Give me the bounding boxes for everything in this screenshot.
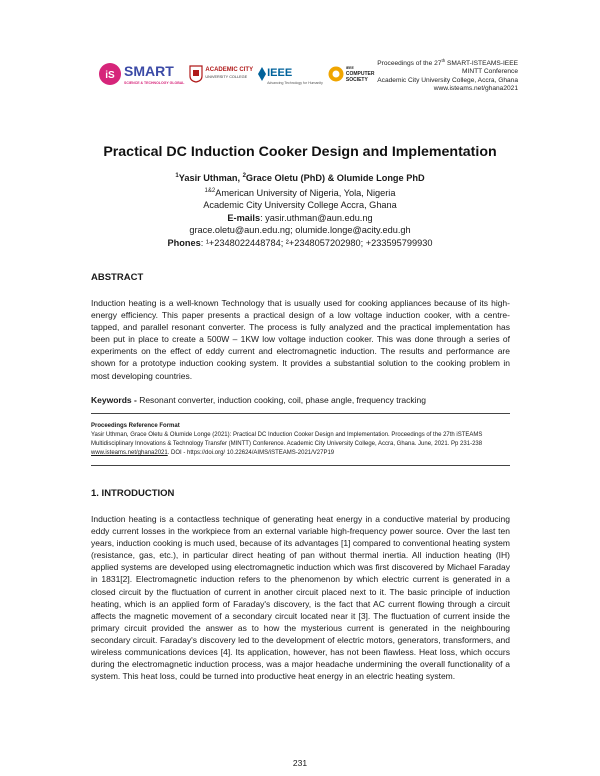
cs-line-2: COMPUTER [345, 71, 375, 77]
smart-brand-text: SMART [124, 63, 174, 79]
academic-city-name: ACADEMIC CITY [205, 67, 254, 73]
author-names: $^1$Yasir Uthman, $^2$Grace Oletu (PhD) & Olumide Longe PhD [175, 173, 425, 184]
svg-text:iS: iS [105, 70, 115, 81]
proceedings-line-1: Proceedings of the 27th SMART-ISTEAMS-IEEE [377, 58, 518, 68]
affiliation-2: Academic City University College Accra, Ghana [203, 200, 397, 211]
keywords-label: Keywords - [91, 395, 140, 405]
reference-url-link[interactable]: www.isteams.net/ghana2021 [91, 450, 168, 456]
computer-society-icon [328, 66, 344, 82]
proceedings-line-2: MINTT Conference [462, 68, 518, 76]
proceedings-header [377, 57, 518, 93]
introduction-text: Induction heating is a contactless technique of generating heat energy in a conductive material by producing eddy current losses in the workpiece from an external variable high-frequency power source. Over the last ten years, induction cooking is much used, because of its advantages [1] compared to conventional heating system (resistance, gas, etc.), in particular direct heating of pan without thermal inertia. All induction heating (IH) applied systems are developed using electromagnetic induction which was first discovered by Michael Faraday in 1831[2]. Electromagnetic induction refers to the phenomenon by which electric current is generated in a closed circuit by the fluctuation of current in another circuit placed next to it. The basic principle of induction heating, which is an applied form of Faraday's discovery, is the fact that AC current flowing through a circuit affects the magnetic movement of a secondary circuit located near it [3]. The fluctuation of current inside the primary circuit provided the answer as to how the mysterious current is generated in the neighbouring secondary circuit. Faraday's discovery led to the development of electric motors, generators, transformers, and wireless communications devices [4]. Its application, however, has not been flawless. Heat loss, which occurs during the electromagnetic induction process, was a major headache undermining the overall functionality of a system. This heat loss, could be turned into productive heat energy in an electric heating system. [91, 514, 510, 682]
page-number: 231 [292, 758, 308, 768]
phones-line: Phones: ¹+2348022448784; ²+2348057202980; +233595799930 [167, 237, 433, 248]
proceedings-url[interactable]: www.isteams.net/ghana2021 [433, 84, 518, 92]
academic-city-subtitle: UNIVERSITY COLLEGE [205, 75, 248, 79]
authors-block [0, 170, 600, 249]
ieee-tagline: Advancing Technology for Humanity [267, 81, 323, 85]
ieee-kite-icon [258, 67, 266, 81]
smart-logo [98, 62, 184, 86]
paper-title: Practical DC Induction Cooker Design and Implementation [103, 144, 497, 160]
cs-line-3: SOCIETY [345, 77, 368, 83]
introduction-heading: 1. INTRODUCTION [91, 488, 175, 499]
academic-city-crest-icon [189, 65, 203, 83]
cs-line-1: IEEE [345, 66, 354, 70]
ieee-logo [258, 63, 323, 85]
emails-line: E-mails: yasir.uthman@aun.edu.ng [227, 212, 373, 223]
reference-format [91, 422, 510, 458]
academic-city-logo [189, 65, 253, 83]
computer-society-logo [328, 65, 375, 83]
smart-sub-text: SCIENCE & TECHNOLOGY GLOBAL [124, 81, 185, 85]
keywords-line [91, 395, 426, 405]
affiliation-1: $^{1\&2}$American University of Nigeria, Yola, Nigeria [204, 187, 396, 198]
divider-bottom [91, 465, 510, 466]
abstract-text: Induction heating is a well-known Technology that is usually used for cooking appliances because of its high-energy efficiency. This paper presents a practical design of a low voltage induction cooker, with a centre-tapped, and parallel resonant converter. The process is fully analyzed and the practical implementation has been put in place to create a 500W – 1KW low voltage induction cooker. This was done through a series of experiments on the effect of eddy current and electromagnetic induction. The results and performance are shown for a prototype induction cooking system. It provides a substantial solution to the cooking problem in most developing countries. [91, 298, 510, 381]
ieee-name: IEEE [267, 67, 293, 79]
abstract-heading: ABSTRACT [91, 272, 144, 283]
reference-format-title: Proceedings Reference Format [91, 423, 180, 429]
proceedings-line-3: Academic City University College, Accra, Ghana [377, 76, 518, 84]
reference-format-text: Yasir Uthman, Grace Oletu & Olumide Longe (2021): Practical DC Induction Cooker Design and Implementation. Proceedings of the 27th iSTEAMS Multidisciplinary Innovations & Technology Transfer (MINTT) Conference. Academic City University College, Accra, Ghana. June, 2021. Pp 231-238 www.isteams.net/ghana2021. DOI - https://doi.org/ 10.22624/AIMS/iSTEAMS-2021/V27P19 [91, 432, 483, 456]
divider-top [91, 413, 510, 414]
keywords-text: Resonant converter, induction cooking, coil, phase angle, frequency tracking [139, 395, 427, 405]
conference-logos [98, 55, 380, 93]
smart-globe-icon [98, 62, 122, 86]
emails-line-2: grace.oletu@aun.edu.ng; olumide.longe@acity.edu.gh [189, 225, 411, 236]
